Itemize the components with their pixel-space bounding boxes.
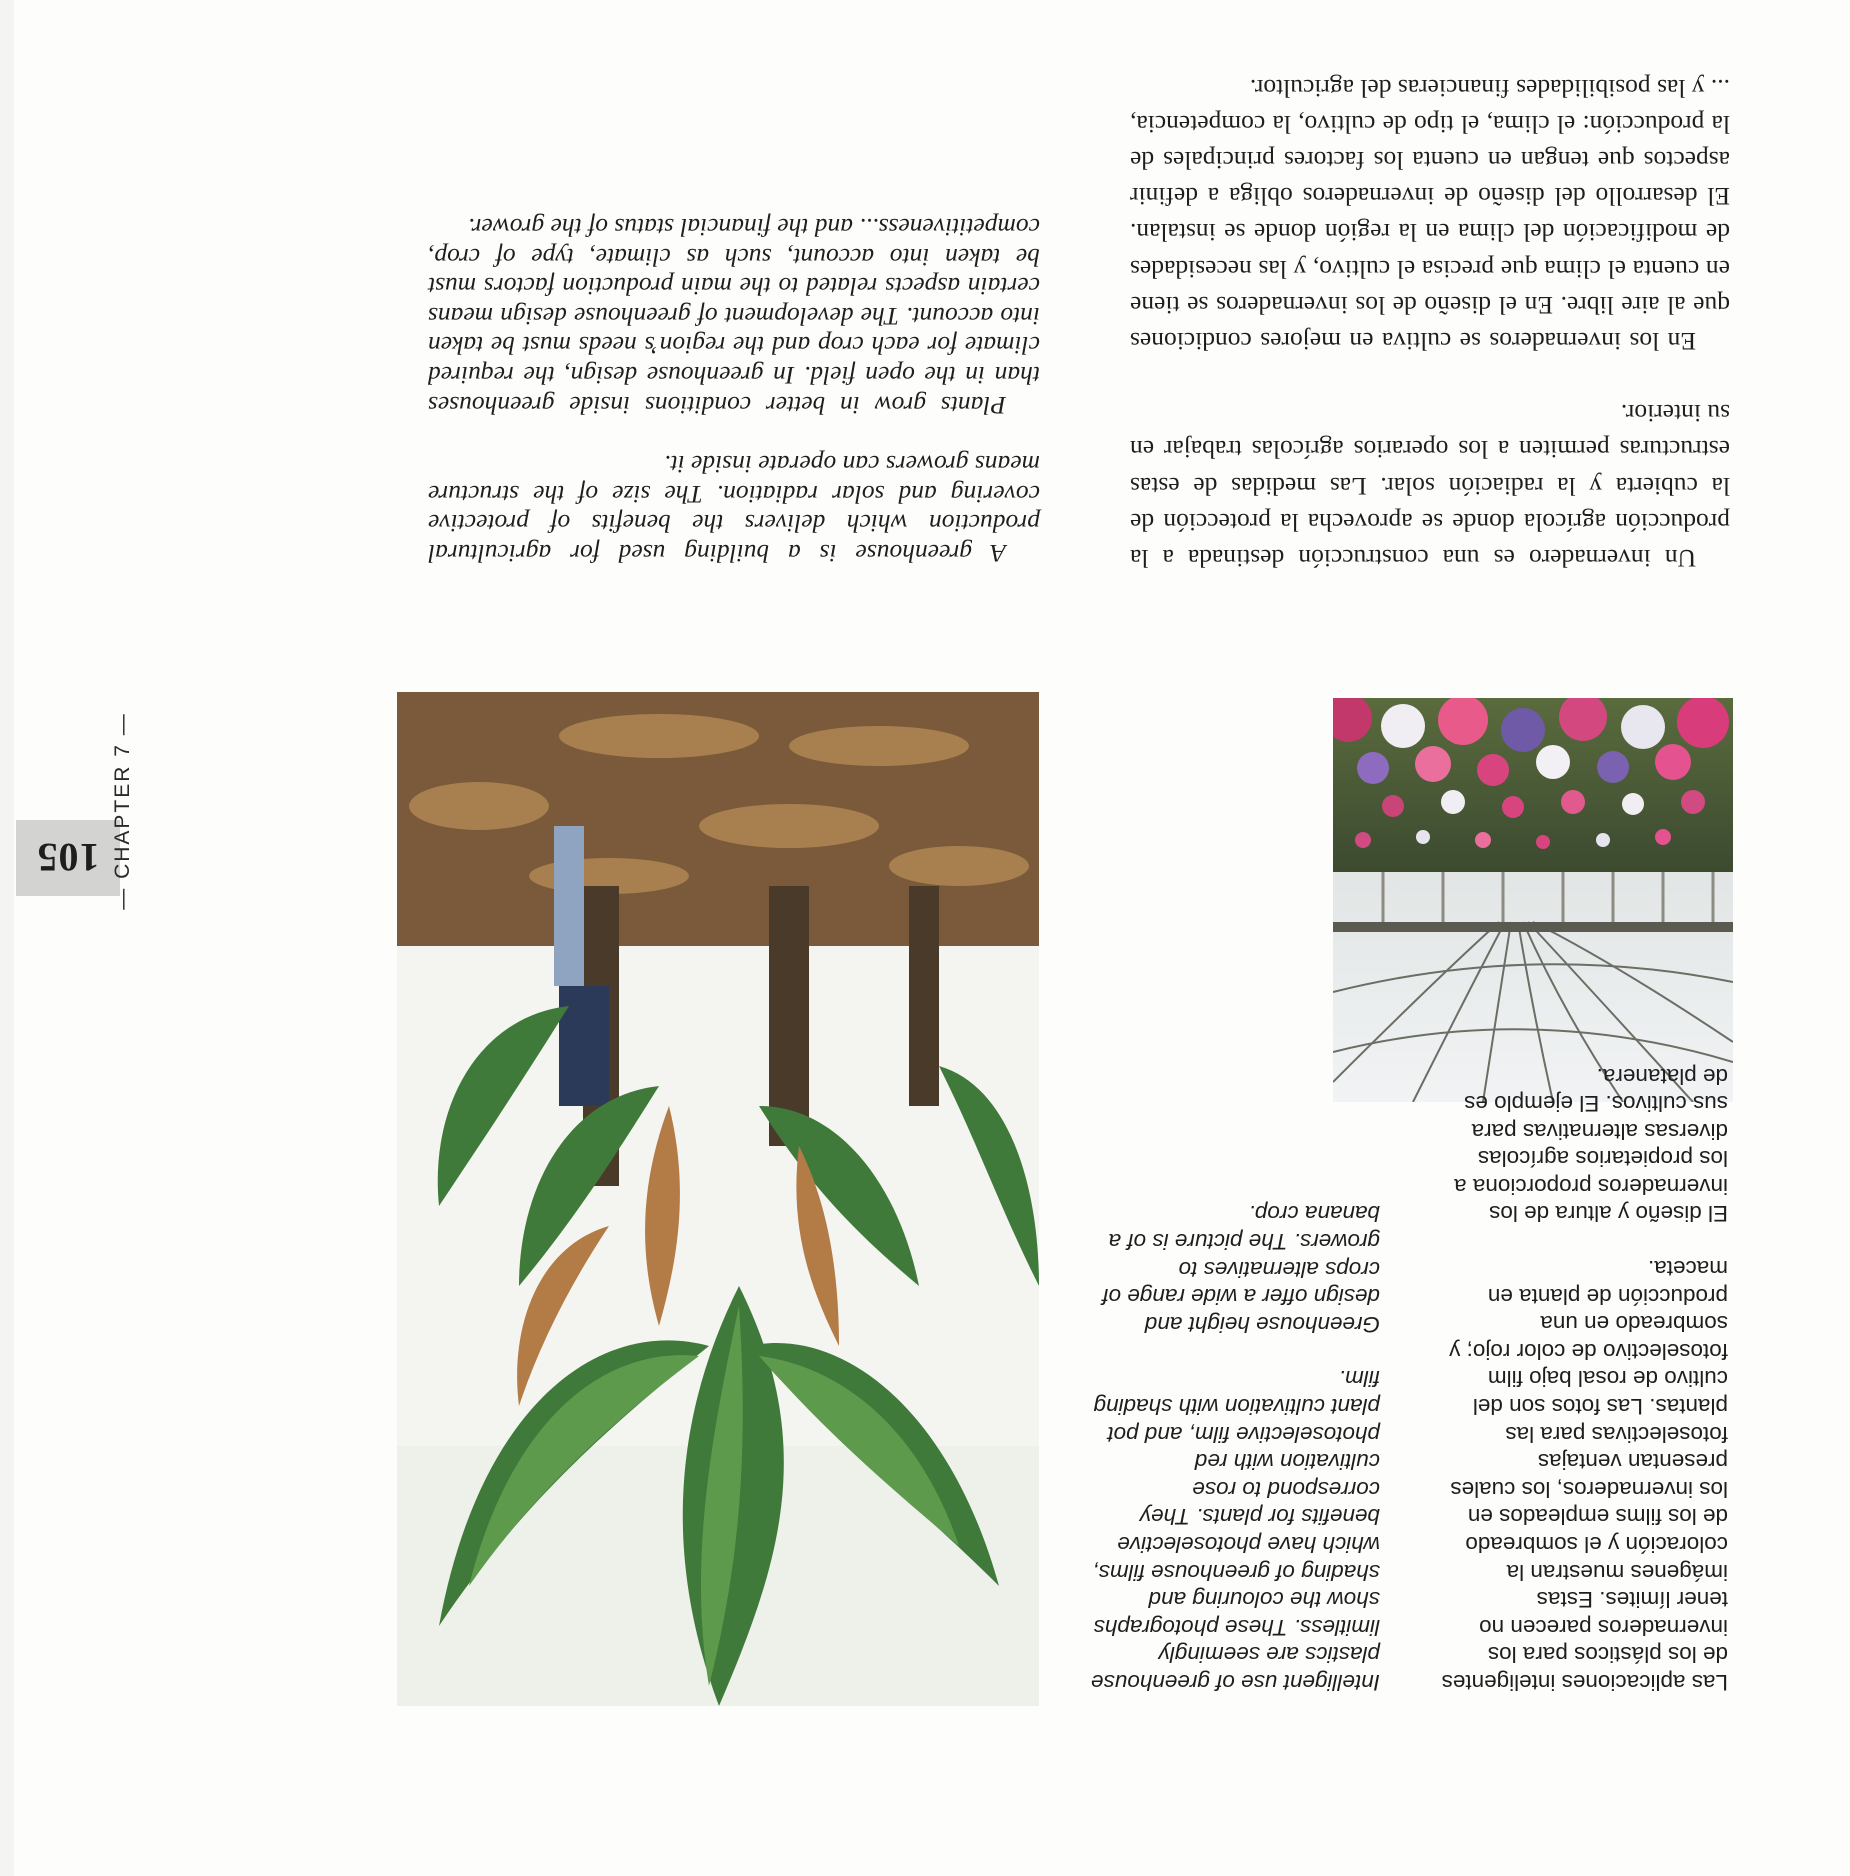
english-body-text	[428, 213, 1040, 568]
greenhouse-interior-photo	[1333, 698, 1733, 1102]
spanish-caption-1: Las aplicaciones inteligentes de los plásticos para los invernaderos parecen no tener límites. Estas imágenes muestran la coloración y el sombreado de los films empleados en los invernaderos, los cuales presentan ventajas fotoselectivas para las plantas. Las fotos son del cultivo de rosal bajo film fotoselectivo de color rojo; y sombreado en una producción de planta en maceta.	[1441, 1256, 1728, 1695]
page-number: 105	[36, 835, 100, 881]
english-caption-1: Intelligent use of greenhouse plastics are seemingly limitless. These photographs show the colouring and shading of greenhouse films, which have photoselective benefits for plants. They correspond to rose cultivation with red photoselective film, and pot plant cultivation with shading film.	[1091, 1366, 1380, 1695]
spanish-paragraph-1: Un invernadero es una construcción destinada a la producción agrícola donde se aprovecha la protección de la cubierta y la radiación solar. Las medidas de estas estructuras permiten a los operarios agrícolas trabajar en su interior.	[1130, 399, 1730, 573]
greenhouse-image	[1333, 698, 1733, 1102]
chapter-label-wrap	[108, 711, 138, 911]
spanish-caption-2: El diseño y altura de los invernaderos proporciona a los propietarios agrícolas diversas alternativas para sus cultivos. El ejemplo es de platanera.	[1454, 1063, 1728, 1227]
page-number-tab	[16, 820, 120, 896]
spanish-body-text	[1130, 73, 1730, 576]
english-paragraph-2: Plants grow in better conditions inside greenhouses than in the open field. In greenhouse design, the required climate for each crop and the region’s needs must be taken into account. The development of greenhouse design means certain aspects related to the main production factors must be taken into account, such as climate, type of crop, competitiveness... and the financial status of the grower.	[428, 213, 1040, 420]
chapter-label: — CHAPTER 7 —	[111, 712, 134, 910]
english-caption	[1090, 1136, 1380, 1696]
english-caption-2: Greenhouse height and design offer a wide range of crops alternatives to growers. The picture is of a banana crop.	[1102, 1201, 1380, 1337]
english-paragraph-1: A greenhouse is a building used for agricultural production which delivers the benefits of protective covering and solar radiation. The size of the structure means growers can operate inside it.	[428, 450, 1040, 568]
spanish-caption	[1438, 1063, 1728, 1696]
banana-crop-photo	[397, 692, 1039, 1706]
banana-image	[397, 692, 1039, 1706]
spanish-paragraph-2: En los invernaderos se cultiva en mejores condiciones que al aire libre. En el diseño de los invernaderos se tiene en cuenta el clima que precisa el cultivo, y las necesidades de modificación del clima en la región donde se instalan. El desarrollo del diseño de invernaderos obliga a definir aspectos que tengan en cuenta los factores principales de la producción: el clima, el tipo de cultivo, la competencia, ... y las posibilidades financieras del agricultor.	[1130, 73, 1730, 356]
